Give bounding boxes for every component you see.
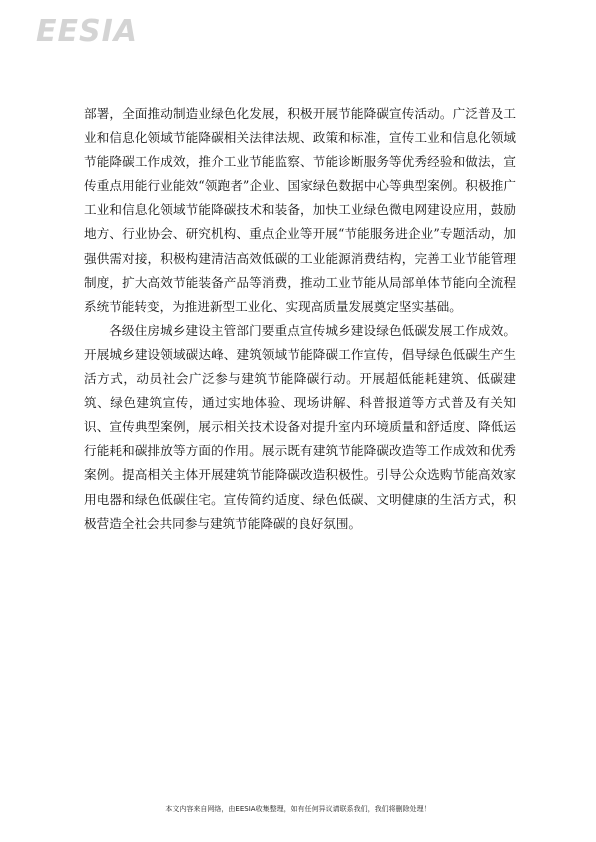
paragraph-housing: 各级住房城乡建设主管部门要重点宣传城乡建设绿色低碳发展工作成效。开展城乡建设领域碳达峰、建筑领域节能降碳工作宣传，倡导绿色低碳生产生活方式，动员社会广泛参与建筑节能降碳行动。开展超低能耗建筑、低碳建筑、绿色建筑宣传，通过实地体验、现场讲解、科普报道等方式普及有关知识、宣传典型案例，展示相关技术设备对提升室内环境质量和舒适度、降低运行能耗和碳排放等方面的作用。展示既有建筑节能降碳改造等工作成效和优秀案例。提高相关主体开展建筑节能降碳改造积极性。引导公众选购节能高效家用电器和绿色低碳住宅。宣传简约适度、绿色低碳、文明健康的生活方式，积极营造全社会共同参与建筑节能降碳的良好氛围。 (84, 322, 516, 531)
eesia-logo: EESIA (36, 14, 138, 49)
paragraph-industry: 部署，全面推动制造业绿色化发展，积极开展节能降碳宣传活动。广泛普及工业和信息化领域节能降碳相关法律法规、政策和标准，宣传工业和信息化领域节能降碳工作成效，推介工业节能监察、节能诊断服务等优秀经验和做法，宣传重点用能行业能效“领跑者”企业、国家绿色数据中心等典型案例。积极推广工业和信息化领域节能降碳技术和装备，加快工业绿色微电网建设应用，鼓励地方、行业协会、研究机构、重点企业等开展“节能服务进企业”专题活动，加强供需对接，积极构建清洁高效低碳的工业能源消费结构，完善工业节能管理制度，扩大高效节能装备产品等消费，推动工业节能从局部单体节能向全流程系统节能转变，为推进新型工业化、实现高质量发展奠定坚实基础。 (84, 106, 516, 314)
document-body (84, 102, 516, 536)
footer-notice: 本文内容来自网络，由EESIA收集整理，如有任何异议请联系我们，我们将删除处理！ (165, 805, 431, 813)
